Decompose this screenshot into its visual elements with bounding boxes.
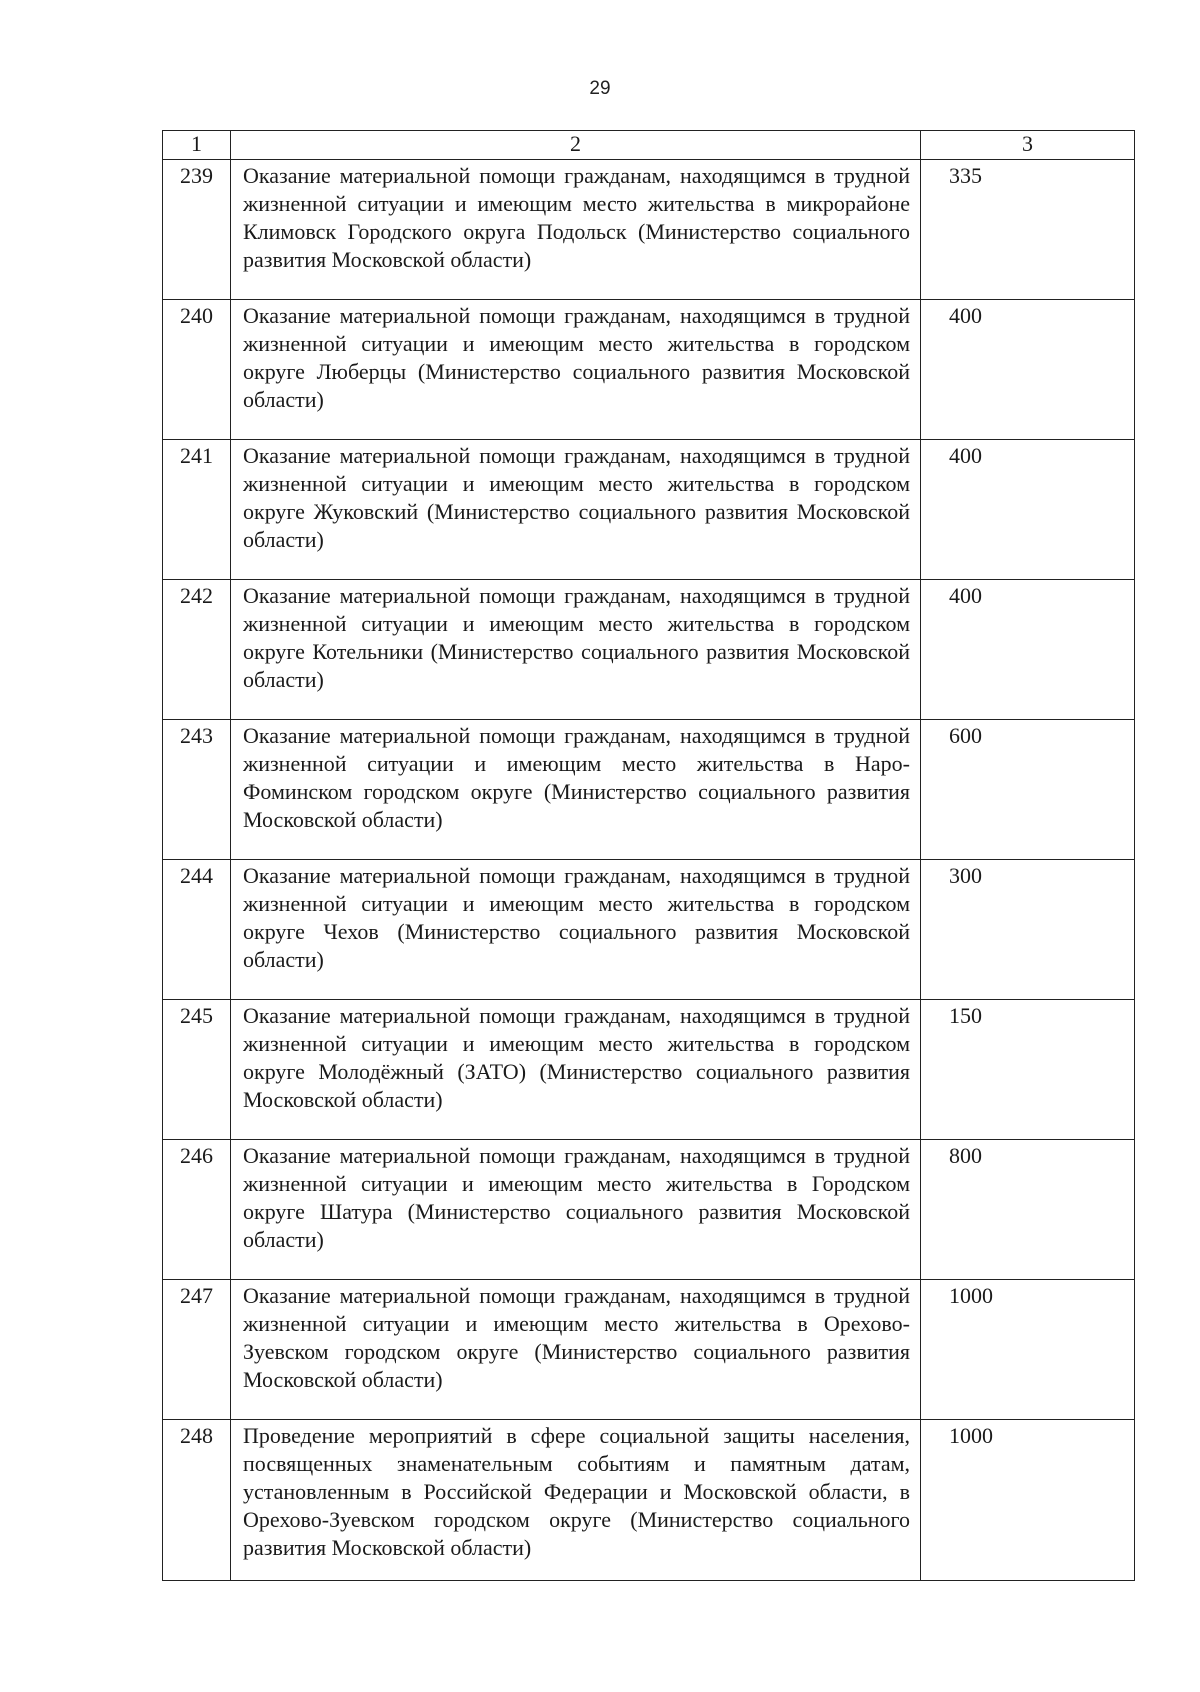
row-number: 243 — [163, 720, 231, 860]
table-row — [163, 1420, 1135, 1581]
row-number: 239 — [163, 160, 231, 300]
table-header-row — [163, 131, 1135, 160]
row-description: Оказание материальной помощи гражданам, находящимся в трудной жизненной ситуации и имеющим место жительства в городском округе Котельники (Министерство социального развития Московской области) — [231, 580, 921, 720]
table-row — [163, 860, 1135, 1000]
row-description: Оказание материальной помощи гражданам, находящимся в трудной жизненной ситуации и имеющим место жительства в городском округе Жуковский (Министерство социального развития Московской области) — [231, 440, 921, 580]
column-header-3: 3 — [921, 131, 1135, 160]
row-number: 246 — [163, 1140, 231, 1280]
row-description: Оказание материальной помощи гражданам, находящимся в трудной жизненной ситуации и имеющим место жительства в Наро-Фоминском городском округе (Министерство социального развития Московской области) — [231, 720, 921, 860]
row-description: Оказание материальной помощи гражданам, находящимся в трудной жизненной ситуации и имеющим место жительства в городском округе Молодёжный (ЗАТО) (Министерство социального развития Московской области) — [231, 1000, 921, 1140]
table-row — [163, 1280, 1135, 1420]
row-number: 245 — [163, 1000, 231, 1140]
column-header-2: 2 — [231, 131, 921, 160]
table-row — [163, 300, 1135, 440]
row-amount: 1000 — [921, 1280, 1135, 1420]
row-amount: 400 — [921, 300, 1135, 440]
row-number: 241 — [163, 440, 231, 580]
row-amount: 400 — [921, 440, 1135, 580]
column-header-1: 1 — [163, 131, 231, 160]
row-description: Оказание материальной помощи гражданам, находящимся в трудной жизненной ситуации и имеющим место жительства в Городском округе Шатура (Министерство социального развития Московской области) — [231, 1140, 921, 1280]
row-amount: 400 — [921, 580, 1135, 720]
table-row — [163, 1000, 1135, 1140]
table-row — [163, 160, 1135, 300]
row-description: Оказание материальной помощи гражданам, находящимся в трудной жизненной ситуации и имеющим место жительства в Орехово-Зуевском городском округе (Министерство социального развития Московской области) — [231, 1280, 921, 1420]
row-amount: 150 — [921, 1000, 1135, 1140]
row-description: Проведение мероприятий в сфере социальной защиты населения, посвященных знаменательным событиям и памятным датам, установленным в Российской Федерации и Московской области, в Орехово-Зуевском городском округе (Министерство социального развития Московской области) — [231, 1420, 921, 1581]
table-row — [163, 1140, 1135, 1280]
row-amount: 600 — [921, 720, 1135, 860]
row-amount: 1000 — [921, 1420, 1135, 1581]
table-row — [163, 440, 1135, 580]
table-row — [163, 720, 1135, 860]
page-number: 29 — [589, 78, 611, 99]
row-number: 240 — [163, 300, 231, 440]
appropriations-table — [162, 130, 1135, 1581]
table-row — [163, 580, 1135, 720]
row-description: Оказание материальной помощи гражданам, находящимся в трудной жизненной ситуации и имеющим место жительства в микрорайоне Климовск Городского округа Подольск (Министерство социального развития Московской области) — [231, 160, 921, 300]
row-description: Оказание материальной помощи гражданам, находящимся в трудной жизненной ситуации и имеющим место жительства в городском округе Чехов (Министерство социального развития Московской области) — [231, 860, 921, 1000]
row-number: 248 — [163, 1420, 231, 1581]
row-description: Оказание материальной помощи гражданам, находящимся в трудной жизненной ситуации и имеющим место жительства в городском округе Люберцы (Министерство социального развития Московской области) — [231, 300, 921, 440]
row-amount: 800 — [921, 1140, 1135, 1280]
row-amount: 300 — [921, 860, 1135, 1000]
row-number: 244 — [163, 860, 231, 1000]
row-number: 247 — [163, 1280, 231, 1420]
row-number: 242 — [163, 580, 231, 720]
row-amount: 335 — [921, 160, 1135, 300]
